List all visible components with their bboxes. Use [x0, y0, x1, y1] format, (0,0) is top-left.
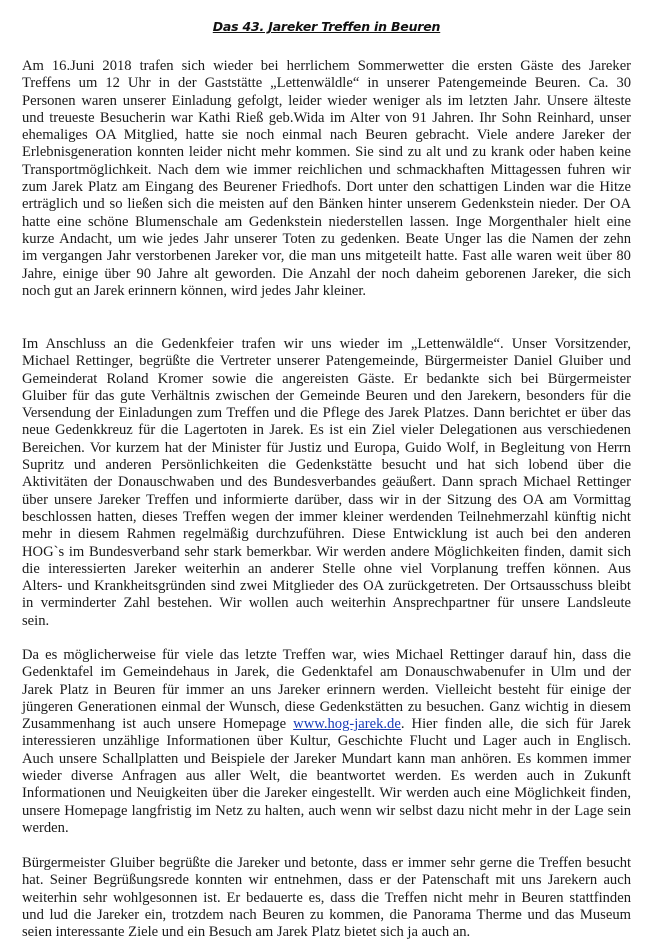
paragraph-meeting — [22, 336, 631, 630]
text-line: werden. — [22, 819, 69, 836]
text-line: ehemaliges OA Mitglied, hatte sie noch einmal nach Beuren gebracht. Viele andere Jareker der — [22, 127, 631, 144]
text-line: Erlebnisgeneration konnten leider nicht mehr kommen. Sie sind zu alt und zu krank oder haben keine — [22, 144, 631, 161]
text-line: kurze Andacht, um wie jedes Jahr unserer Toten zu gedenken. Beate Unger las die Namen der zehn — [22, 230, 632, 247]
text-line: jüngeren Generationen einmal der Wunsch, diese Gedenkstätten zu besuchen. Ganz wichtig in diesem — [22, 698, 632, 715]
text-line: Bereichen. Vor kurzem hat der Minister für Justiz und Europa, Guido Wolf, in Begleitung von Herrn — [22, 439, 631, 456]
text-line: Jahre, einige über 90 Jahre alt geworden. Die Anzahl der noch daheim geborenen Jareker, die sich — [22, 265, 631, 282]
text-line: HOG`s im Bundesverband sehr stark bemerkbar. Wir werden andere Möglichkeiten finden, damit sich — [22, 543, 631, 560]
text-line: die interessierten Jareker weiterhin an anderer Stelle ohne viel Vorplanung treffen können. Aus — [22, 560, 631, 577]
text-line: Im Anschluss an die Gedenkfeier trafen wir uns wieder im „Lettenwäldle“. Unser Vorsitzender, — [22, 336, 631, 352]
text-line: mehr in diesem Rahmen regelmäßig durchzuführen. Diese Entwicklung ist auch bei den anderen — [22, 526, 631, 543]
text-line: Da es möglicherweise für viele das letzte Treffen war, wies Michael Rettinger darauf hin, dass die — [22, 647, 631, 663]
homepage-link[interactable]: www.hog-jarek.de — [293, 716, 401, 733]
text-line: erträglich und so ließen sich die meisten auf den Bänken hinter unserem Gedenkstein nieder. Der OA — [22, 196, 632, 213]
text-line: Gluiber für das gute Verhältnis zwischen der Gemeinde Beuren und den Jarekern, besonders für die — [22, 387, 632, 404]
paragraph-mayor — [22, 855, 631, 941]
link-suffix-text: . Hier finden alle, die sich für Jarek — [400, 716, 631, 733]
text-line: weiterhin sehr wohlgesonnen ist. Er bedauerte es, dass die Treffen nicht mehr in Beuren stattfinden — [22, 889, 631, 906]
text-line: beschlossen hatten, dieses Treffen wegen der immer kleiner werdenden Teilnehmerzahl künftig nicht — [22, 508, 631, 525]
text-line: Gedenktafel im Gemeindehaus in Jarek, die Gedenktafel am Donauschwabenufer in Ulm und der — [22, 664, 632, 681]
text-line: Supritz und anderen Persönlichkeiten die Gedenkstätte besucht und hat sich lobend über die — [22, 457, 632, 474]
text-line: über unsere Jareker Treffen und informierte darüber, dass wir in der Sitzung des OA am Vormittag — [22, 491, 632, 508]
text-line: Versendung der Einladungen zum Treffen und die Pflege des Jarek Platzes. Dann berichtet er über das — [22, 405, 631, 422]
text-line: Jarek Platz in Beuren für immer an uns Jareker erinnern werden. Vielleicht besteht für einige der — [22, 681, 632, 698]
text-line: sein. — [22, 612, 50, 629]
text-line: seien interessante Ziele und ein Besuch am Jarek Platz bietet sich ja auch an. — [22, 924, 471, 941]
text-line: Auch unsere Schallplatten und Beispiele der Jareker Mundart kann man anhören. Es kommen immer — [22, 750, 631, 767]
text-line: im vergangen Jahr verstorbenen Jareker vor, die man uns mitgeteilt hatte. Fast alle waren weit über 80 — [22, 248, 631, 265]
text-line: interessieren unzählige Informationen über Kultur, Geschichte Flucht und Lager auch in Englisch. — [22, 733, 632, 750]
text-line: Personen waren unserer Einladung gefolgt, leider wieder weniger als im letzten Jahr. Unsere älteste — [22, 92, 632, 109]
text-line: noch gut an Jarek erinnern können, wird jedes Jahr kleiner. — [22, 282, 367, 299]
text-line: hatte eine schöne Blumenschale am Gedenkstein niederstellen lassen. Inge Morgenthaler hielt eine — [22, 213, 631, 230]
text-line: Gemeinderat Roland Kromer sowie die angereisten Gäste. Er bedankte sich bei Bürgermeister — [22, 370, 631, 387]
text-line: Treffens um 12 Uhr in der Gaststätte „Lettenwäldle“ in unserer Patengemeinde Beuren. Ca. 30 — [22, 75, 632, 92]
text-line: Bürgermeister Gluiber begrüßte die Jareker und betonte, dass er immer sehr gerne die Treffen besucht — [22, 855, 632, 871]
document-title: Das 43. Jareker Treffen in Beuren — [212, 19, 441, 34]
text-line: in verminderter Zahl bestehen. Wir wollen auch weiterhin Ansprechpartner für unsere Landsleute — [22, 595, 632, 612]
text-line: zum Jarek Platz am Eingang des Beurener Friedhofs. Dort unter den schattigen Linden war die Hitze — [22, 179, 631, 196]
text-line: hat. Seiner Begrüßungsrede konnten wir entnehmen, dass er der Patenschaft mit uns Jarekern auch — [22, 872, 631, 889]
link-prefix-text: Zusammenhang ist auch unsere Homepage — [22, 716, 294, 733]
text-line: neue Gedenkkreuz für die Lagertoten in Jarek. Es ist ein Ziel vieler Delegationen aus verschiedenen — [22, 422, 631, 439]
text-line: unsere Homepage langfristig im Netz zu halten, auch wenn wir selbst dazu nicht mehr in der Lage sein — [22, 802, 632, 819]
text-line: und lud die Jareker ein, trotzdem nach Beuren zu kommen, die Panorama Therme und das Museum — [22, 906, 631, 923]
text-line: Transportmöglichkeit. Nach dem wie immer reichlichen und schmackhaften Mittagessen fuhren wir — [22, 161, 631, 178]
text-line: Am 16.Juni 2018 trafen sich wieder bei herrlichem Sommerwetter die ersten Gäste des Jareker — [22, 58, 632, 74]
paragraph-memorial — [22, 58, 631, 300]
text-line: Alters- und Krankheitsgründen sind zwei Mitglieder des OA zurückgetreten. Der Ortsausschuss bleibt — [22, 578, 631, 595]
text-line: Informationen und Neuigkeiten über die Jareker eingestellt. Wir werden auch eine Möglichkeit finden, — [22, 785, 631, 802]
text-line-with-link — [22, 716, 631, 733]
text-line: Michael Rettinger, begrüßte die Vertreter unserer Patengemeinde, Bürgermeister Daniel Gluiber und — [22, 353, 631, 370]
text-line: und treueste Besucherin war Kathi Rieß geb.Wida im Alter von 91 Jahren. Ihr Sohn Reinhard, unser — [22, 109, 632, 126]
text-line: wieder diverse Anfragen aus aller Welt, die beantwortet werden. Es werden auch in Zukunft — [22, 768, 631, 785]
paragraph-homepage — [22, 647, 631, 837]
text-line: Aktivitäten der Donauschwaben und des Bundesverbandes geäußert. Dann sprach Michael Rettinger — [22, 474, 632, 491]
